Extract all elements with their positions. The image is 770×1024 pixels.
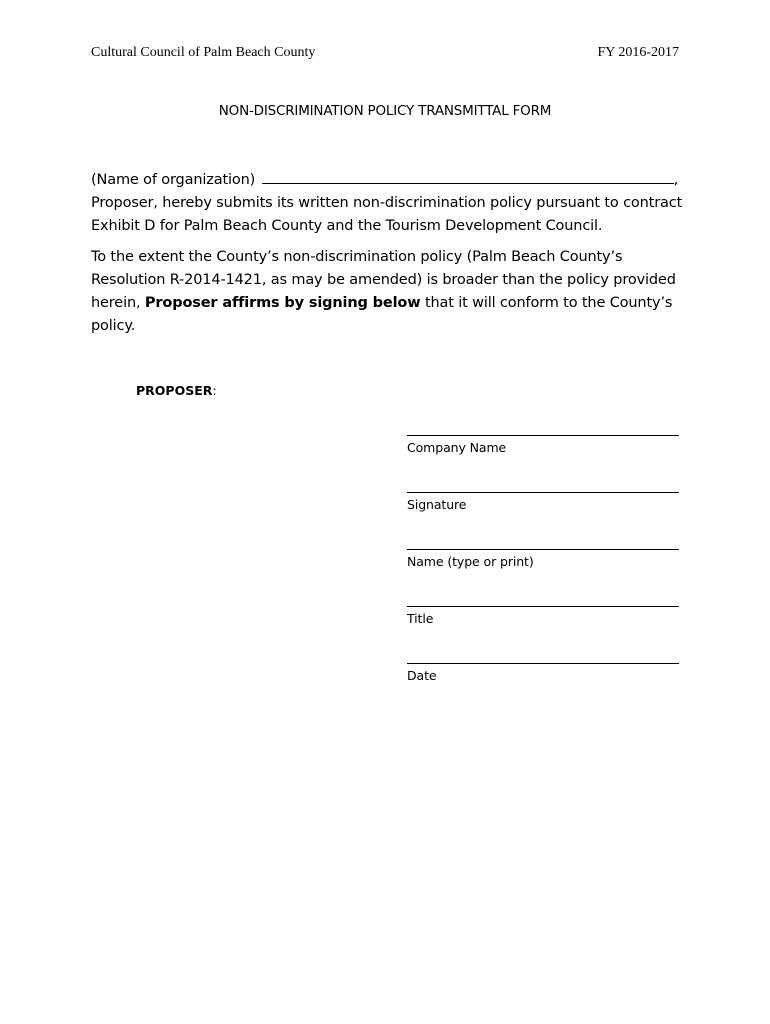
organization-paragraph-text: Proposer, hereby submits its written non-discrimination policy pursuant to contract Exhibit D for Palm Beach County and the Tourism Development Council. <box>91 195 683 234</box>
policy-text-before: To the extent the County’s non-discrimination policy (Palm Beach County’s Resolution R-2014-1421, as may be amended) is broader than the policy provided herein, <box>91 249 676 311</box>
signature-line[interactable] <box>407 492 679 493</box>
proposer-label: PROPOSER <box>136 383 213 398</box>
form-title: NON-DISCRIMINATION POLICY TRANSMITTAL FORM <box>218 103 552 119</box>
company-name-label: Company Name <box>407 440 507 455</box>
header-organization: Cultural Council of Palm Beach County <box>91 45 316 60</box>
organization-name-line[interactable] <box>262 168 674 184</box>
printed-name-field <box>407 549 679 569</box>
policy-affirmation: Proposer affirms by signing below <box>144 295 421 311</box>
header-fiscal-year: FY 2016-2017 <box>597 45 679 60</box>
title-field <box>407 606 679 626</box>
organization-prefix: (Name of organization) <box>91 172 256 188</box>
date-field <box>407 663 679 683</box>
policy-paragraph <box>91 246 691 338</box>
title-label: Title <box>407 611 434 626</box>
date-label: Date <box>407 668 437 683</box>
organization-suffix: , <box>673 172 679 188</box>
title-line[interactable] <box>407 606 679 607</box>
printed-name-line[interactable] <box>407 549 679 550</box>
signature-label: Signature <box>407 497 467 512</box>
proposer-colon: : <box>212 383 217 398</box>
signature-field <box>407 492 679 512</box>
organization-paragraph <box>91 168 691 238</box>
date-line[interactable] <box>407 663 679 664</box>
company-name-line[interactable] <box>407 435 679 436</box>
policy-text-after: that it will conform to the County’s policy. <box>91 295 673 334</box>
printed-name-label: Name (type or print) <box>407 554 534 569</box>
proposer-heading <box>136 383 217 398</box>
company-name-field <box>407 435 679 455</box>
